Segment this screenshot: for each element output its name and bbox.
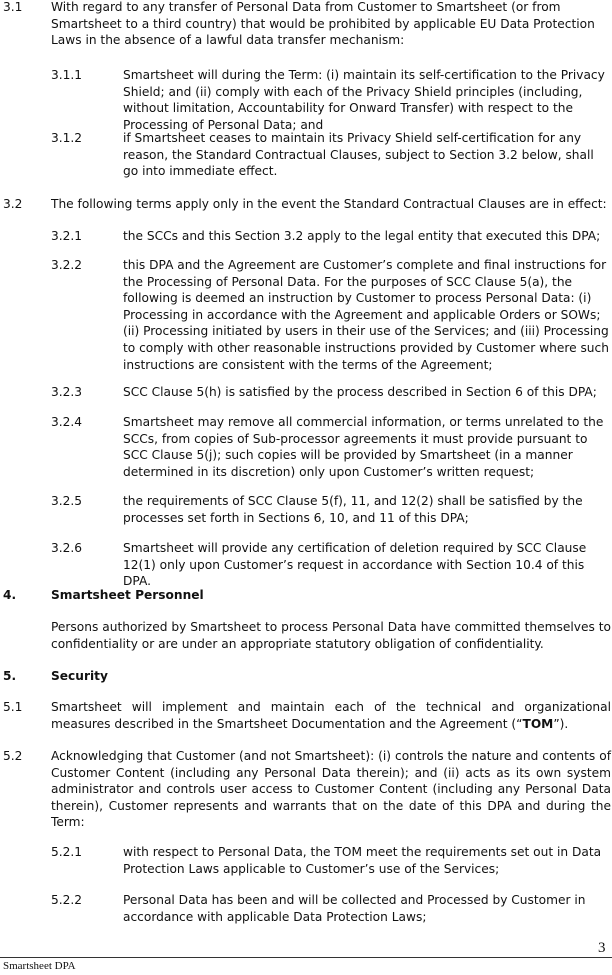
subclause-number: 3.1.2 <box>51 131 83 145</box>
section-heading: Smartsheet Personnel <box>51 588 204 602</box>
subclause-text: if Smartsheet ceases to maintain its Privacy Shield self-certification for any reason, the Standard Contractual Clauses, subject to Section 3.2 below, shall go into immediate effect. <box>123 131 594 179</box>
subclause-number: 3.2.4 <box>51 415 83 429</box>
subclause-text: Personal Data has been and will be collected and Processed by Customer in accordance with applicable Data Protection Laws; <box>123 893 586 924</box>
subclause-number: 3.2.6 <box>51 541 83 555</box>
subclause-text: with respect to Personal Data, the TOM meet the requirements set out in Data Protection Laws applicable to Customer’s use of the Services; <box>123 845 602 876</box>
subclause-text: this DPA and the Agreement are Customer’s complete and final instructions for the Processing of Personal Data. For the purposes of SCC Clause 5(a), the following is deemed an instruction by Customer to process Personal Data: (i) Processing in accordance with the Agreement and applicable Orders or SOWs; (ii) Processing initiated by users in their use of the Services; and (iii) Processing to comply with other reasonable instructions provided by Customer where such instructions are consistent with the terms of the Agreement; <box>123 258 609 372</box>
clause-text: Acknowledging that Customer (and not Smartsheet): (i) controls the nature and contents of Customer Content (including any Personal Data therein); and (ii) acts as its own system administrator and controls user access to Customer Content (including any Personal Data therein), Customer represents and warrants that on the date of this DPA and during the Term: <box>51 749 611 830</box>
subclause-text: Smartsheet may remove all commercial information, or terms unrelated to the SCCs, from copies of Sub-processor agreements it must provide pursuant to SCC Clause 5(j); such copies will be provided by Smartsheet (in a manner determined in its discretion) only upon Customer’s written request; <box>123 415 604 479</box>
section-heading: Security <box>51 669 108 683</box>
subclause-text: Smartsheet will provide any certification of deletion required by SCC Clause 12(1) only upon Customer’s request in accordance with Section 10.4 of this DPA. <box>123 541 587 589</box>
clause-number: 5.1 <box>3 700 23 714</box>
subclause-number: 3.2.1 <box>51 229 83 243</box>
clause-text: The following terms apply only in the event the Standard Contractual Clauses are in effect: <box>51 197 607 211</box>
subclause-text: SCC Clause 5(h) is satisfied by the process described in Section 6 of this DPA; <box>123 385 597 399</box>
subclause-text: Smartsheet will during the Term: (i) maintain its self-certification to the Privacy Shield; and (ii) comply with each of the Privacy Shield principles (including, without limitation, Accountability for Onward Transfer) with respect to the Processing of Personal Data; and <box>123 68 605 132</box>
defined-term: TOM <box>522 716 554 731</box>
clause-text: Smartsheet will implement and maintain each of the technical and organizational measures described in the Smartsheet Documentation and the Agreement (“TOM”). <box>51 700 611 731</box>
clause-number: 5.2 <box>3 749 23 763</box>
subclause-number: 3.2.5 <box>51 494 83 508</box>
subclause-number: 3.2.3 <box>51 385 83 399</box>
clause-number: 3.1 <box>3 0 23 14</box>
section-number: 4. <box>3 588 17 602</box>
subclause-number: 3.1.1 <box>51 68 83 82</box>
subclause-number: 3.2.2 <box>51 258 83 272</box>
footer-label: Smartsheet DPA <box>3 960 76 972</box>
page-number: 3 <box>598 940 606 956</box>
clause-text: With regard to any transfer of Personal Data from Customer to Smartsheet (or from Smartsheet to a third country) that would be prohibited by applicable EU Data Protection Laws in the absence of a lawful data transfer mechanism: <box>51 0 595 48</box>
subclause-number: 5.2.1 <box>51 845 83 859</box>
section-number: 5. <box>3 669 17 683</box>
clause-number: 3.2 <box>3 197 23 211</box>
footer-divider <box>0 957 612 958</box>
subclause-text: the SCCs and this Section 3.2 apply to the legal entity that executed this DPA; <box>123 229 601 243</box>
subclause-number: 5.2.2 <box>51 893 83 907</box>
subclause-text: the requirements of SCC Clause 5(f), 11, and 12(2) shall be satisfied by the processes set forth in Sections 6, 10, and 11 of this DPA; <box>123 494 583 525</box>
section-text: Persons authorized by Smartsheet to process Personal Data have committed themselves to confidentiality or are under an appropriate statutory obligation of confidentiality. <box>51 620 611 651</box>
